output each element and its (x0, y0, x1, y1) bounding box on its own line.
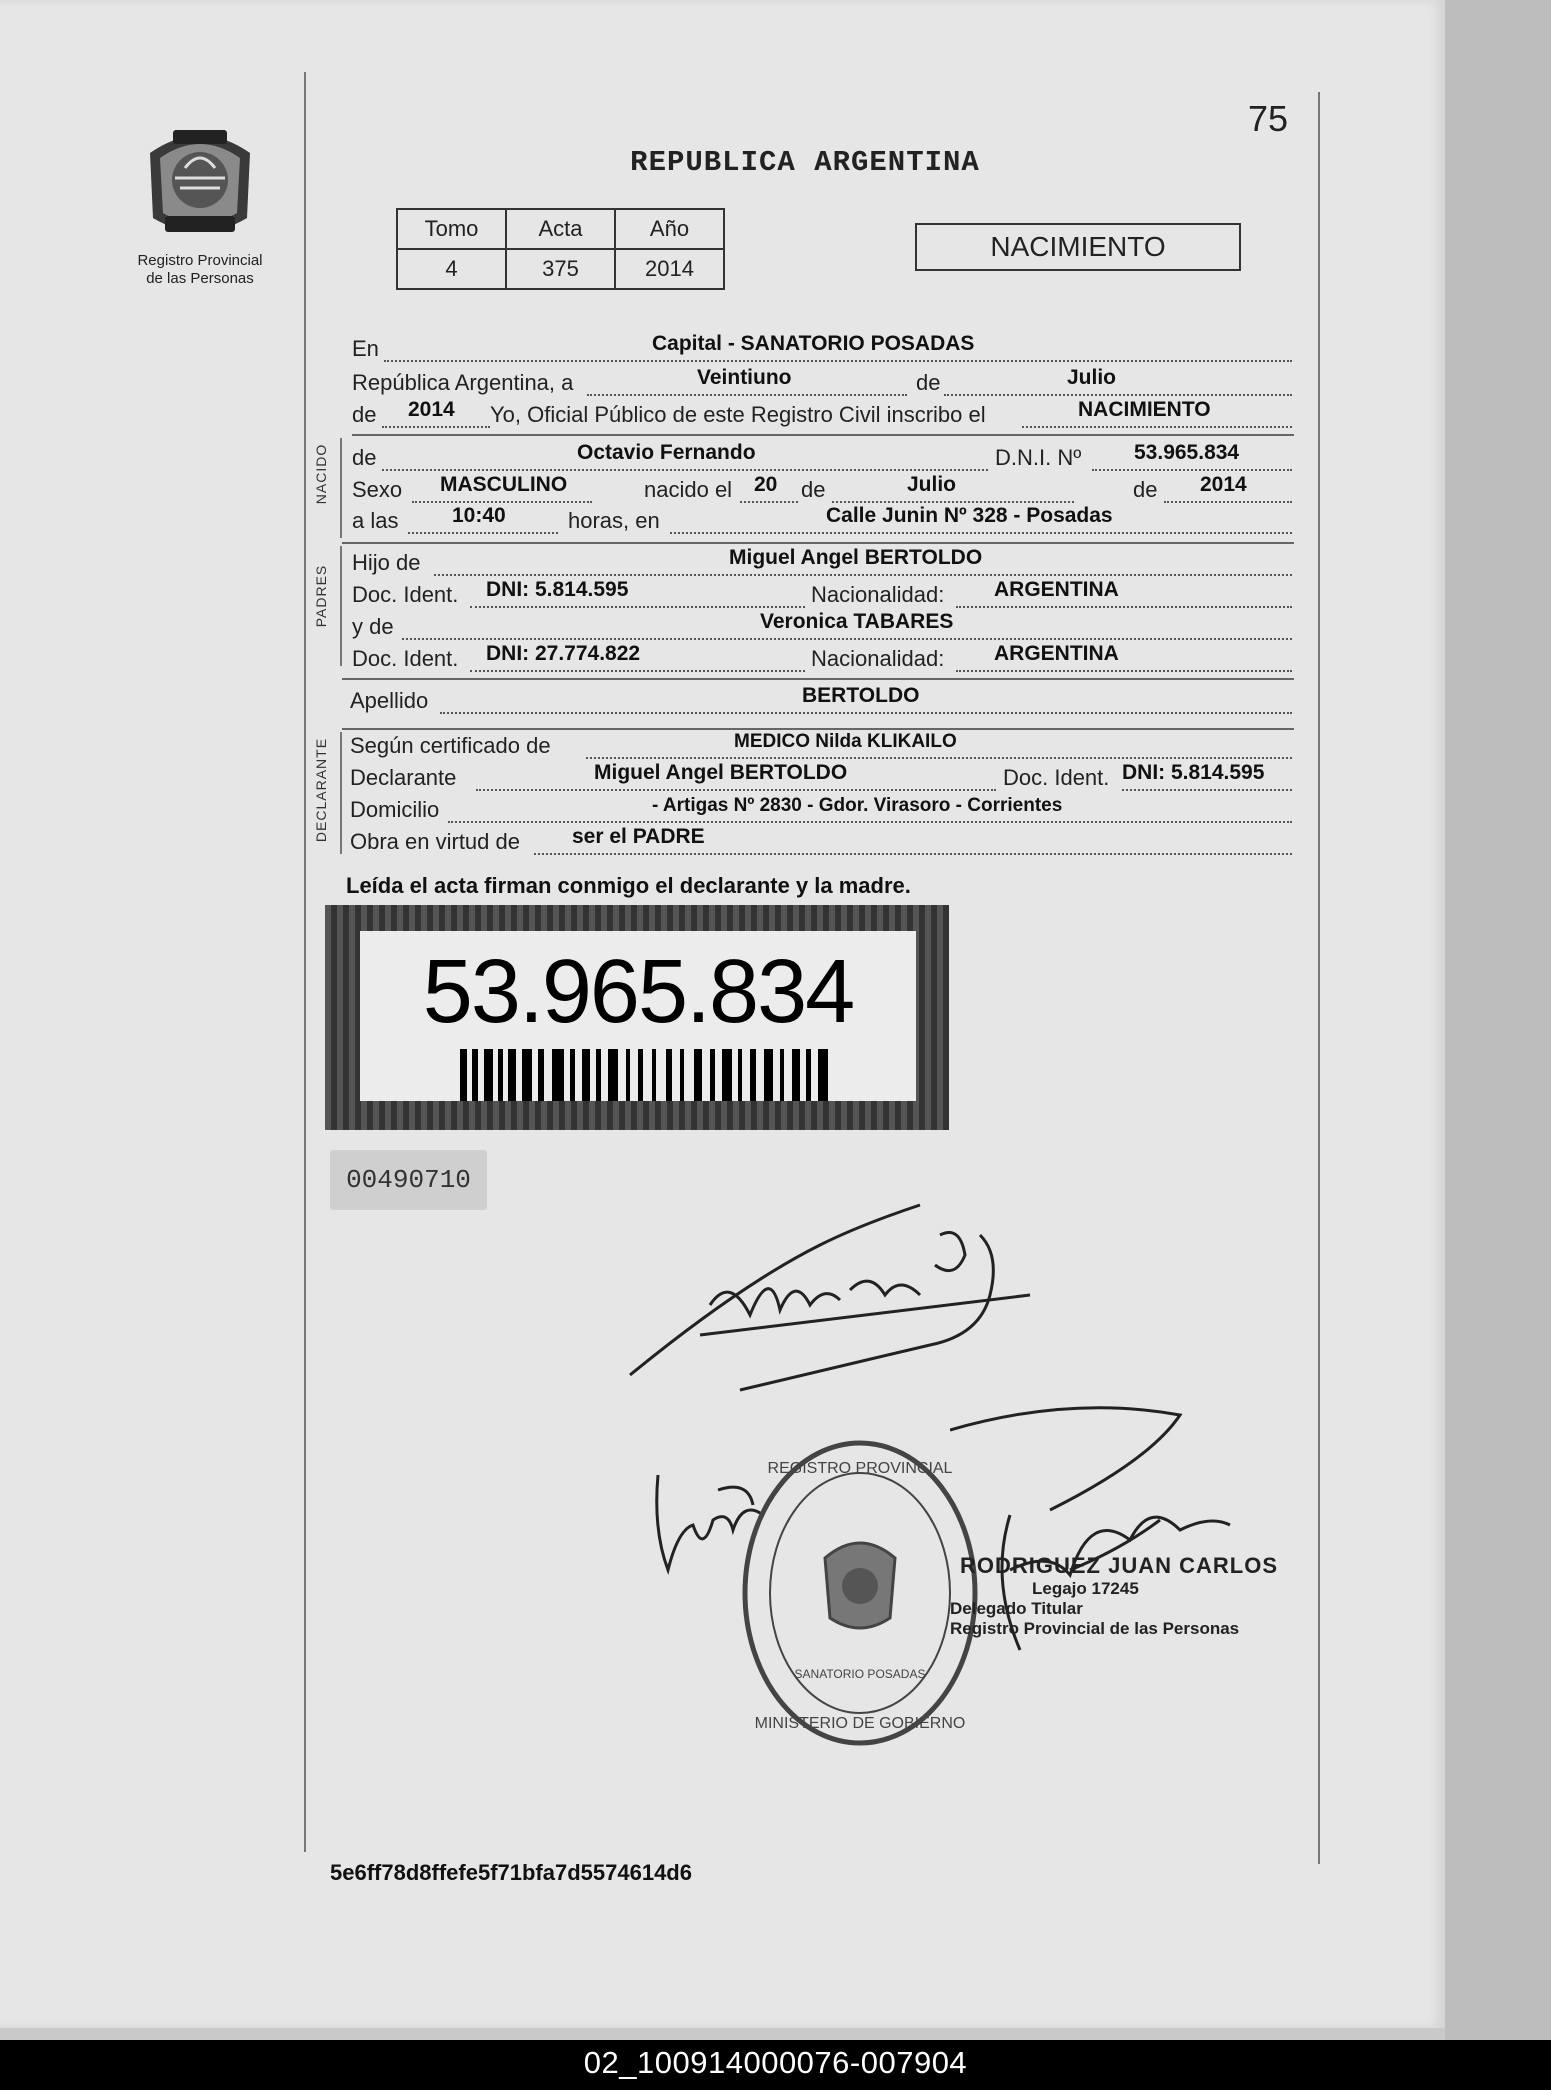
section-bracket (340, 732, 342, 854)
dni-label: D.N.I. Nº (995, 445, 1082, 470)
section-divider (342, 678, 1294, 680)
padres-row-1 (352, 546, 1292, 578)
control-number: 00490710 (330, 1150, 487, 1210)
horas-label: horas, en (568, 508, 660, 533)
doc-ident-label: Doc. Ident. (352, 582, 459, 607)
declarante-row-3 (352, 797, 1292, 825)
record-table-header: Tomo (397, 209, 506, 249)
father-doc-value: DNI: 5.814.595 (486, 578, 629, 601)
scan-caption: 02_100914000076-007904 (583, 2045, 968, 2080)
section-divider (342, 728, 1294, 730)
day-words-value: Veintiuno (697, 366, 792, 389)
official-name: RODRIGUEZ JUAN CARLOS (960, 1553, 1279, 1578)
birth-month-value: Julio (907, 473, 957, 496)
official-seal-icon (740, 1438, 980, 1748)
registry-caption-line2: de las Personas (146, 270, 254, 287)
birth-year-value: 2014 (1200, 473, 1247, 496)
svg-text:MINISTERIO DE GOBIERNO: MINISTERIO DE GOBIERNO (754, 1715, 966, 1732)
certificado-label: Según certificado de (350, 733, 551, 758)
hijo-de-label: Hijo de (352, 550, 421, 575)
father-name-value: Miguel Angel BERTOLDO (729, 546, 983, 569)
child-dni-value: 53.965.834 (1134, 441, 1240, 464)
svg-text:SANATORIO POSADAS: SANATORIO POSADAS (794, 1667, 926, 1681)
section-bracket (340, 438, 342, 538)
year-value: 2014 (408, 398, 455, 421)
mother-nationality-value: ARGENTINA (994, 642, 1119, 665)
mother-name-value: Veronica TABARES (760, 610, 954, 633)
declarante-doc-value: DNI: 5.814.595 (1122, 761, 1265, 784)
record-table (396, 208, 725, 290)
registry-caption (112, 252, 288, 288)
record-table-cell: 375 (506, 249, 615, 289)
left-margin-line (304, 72, 306, 1852)
svg-text:REGISTRO PROVINCIAL: REGISTRO PROVINCIAL (767, 1460, 953, 1477)
nacido-row-1 (352, 441, 1292, 473)
intro-row-2 (352, 366, 1292, 398)
declarante-row-2 (350, 761, 1292, 793)
record-table-header: Acta (506, 209, 615, 249)
declarante-row-4 (350, 825, 1292, 857)
de-label: de (916, 370, 941, 395)
birth-time-value: 10:40 (452, 504, 506, 527)
intro-row-3 (352, 398, 1292, 430)
de-label: de (801, 477, 826, 502)
father-nationality-value: ARGENTINA (994, 578, 1119, 601)
birth-day-value: 20 (754, 473, 778, 496)
obra-label: Obra en virtud de (350, 829, 520, 854)
barcode-number: 53.965.834 (422, 942, 854, 1042)
record-type-box: NACIMIENTO (915, 223, 1241, 271)
nacido-row-3 (352, 504, 1292, 536)
birth-place-value: Calle Junin Nº 328 - Posadas (826, 504, 1113, 527)
padres-row-3 (352, 610, 1292, 642)
document-hash: 5e6ff78d8ffefe5f71bfa7d5574614d6 (330, 1860, 692, 1885)
country-header: REPUBLICA ARGENTINA (630, 146, 980, 179)
nacionalidad-label: Nacionalidad: (811, 646, 945, 671)
signature-declarante (620, 1195, 1040, 1395)
declarante-label: Declarante (350, 765, 457, 790)
record-table-cell: 4 (397, 249, 506, 289)
mother-doc-value: DNI: 27.774.822 (486, 642, 641, 665)
section-bracket (340, 546, 342, 666)
section-divider (352, 434, 1294, 436)
obra-value: ser el PADRE (572, 825, 705, 848)
registry-caption-line1: Registro Provincial (137, 252, 263, 269)
padres-row-4 (352, 642, 1292, 674)
de-label: de (352, 445, 377, 470)
closing-text: Leída el acta firman conmigo el declarante y la madre. (346, 873, 911, 898)
intro-row-1 (352, 332, 1292, 364)
inscription-type-value: NACIMIENTO (1078, 398, 1211, 421)
signature-oficial (950, 1400, 1250, 1660)
barcode-label (325, 905, 949, 1130)
doc-ident-label: Doc. Ident. (352, 646, 459, 671)
yo-text: Yo, Oficial Público de este Registro Civil inscribo el (490, 402, 986, 427)
sexo-label: Sexo (352, 477, 403, 502)
en-label: En (352, 336, 379, 361)
nacido-row-2 (352, 473, 1292, 505)
de-label: de (352, 402, 377, 427)
nacido-section-label: NACIDO (313, 443, 329, 505)
declarante-section-label: DECLARANTE (313, 737, 329, 843)
apellido-row (350, 684, 1292, 716)
month-value: Julio (1067, 366, 1117, 389)
official-title: Delegado Titular (950, 1599, 1083, 1618)
certificado-value: MEDICO Nilda KLIKAILO (734, 731, 957, 752)
declarante-row-1 (352, 733, 1292, 761)
declarante-name-value: Miguel Angel BERTOLDO (594, 761, 848, 784)
section-divider (342, 542, 1294, 544)
apellido-value: BERTOLDO (802, 684, 920, 707)
record-table-cell: 2014 (615, 249, 724, 289)
page-number: 75 (1248, 98, 1289, 139)
barcode-panel (360, 931, 916, 1101)
y-de-label: y de (352, 614, 394, 639)
right-margin-line (1318, 92, 1320, 1864)
padres-row-2 (352, 578, 1292, 610)
provincia-de-misiones-seal-icon (135, 118, 265, 248)
a-las-label: a las (352, 508, 399, 533)
nacionalidad-label: Nacionalidad: (811, 582, 945, 607)
scan-background (1445, 0, 1551, 2040)
child-name-value: Octavio Fernando (577, 441, 756, 464)
official-office: Registro Provincial de las Personas (950, 1619, 1240, 1638)
republica-label: República Argentina, a (352, 370, 574, 395)
apellido-label: Apellido (350, 688, 429, 713)
official-legajo: Legajo 17245 (1032, 1579, 1139, 1598)
sexo-value: MASCULINO (440, 473, 568, 496)
place-value: Capital - SANATORIO POSADAS (652, 332, 975, 355)
domicilio-value: - Artigas Nº 2830 - Gdor. Virasoro - Corrientes (652, 795, 1063, 816)
de-label: de (1133, 477, 1158, 502)
record-table-header: Año (615, 209, 724, 249)
barcode-icon (460, 1049, 830, 1101)
nacido-el-label: nacido el (644, 477, 733, 502)
doc-ident-label: Doc. Ident. (1003, 765, 1110, 790)
domicilio-label: Domicilio (350, 797, 440, 822)
padres-section-label: PADRES (313, 564, 329, 628)
